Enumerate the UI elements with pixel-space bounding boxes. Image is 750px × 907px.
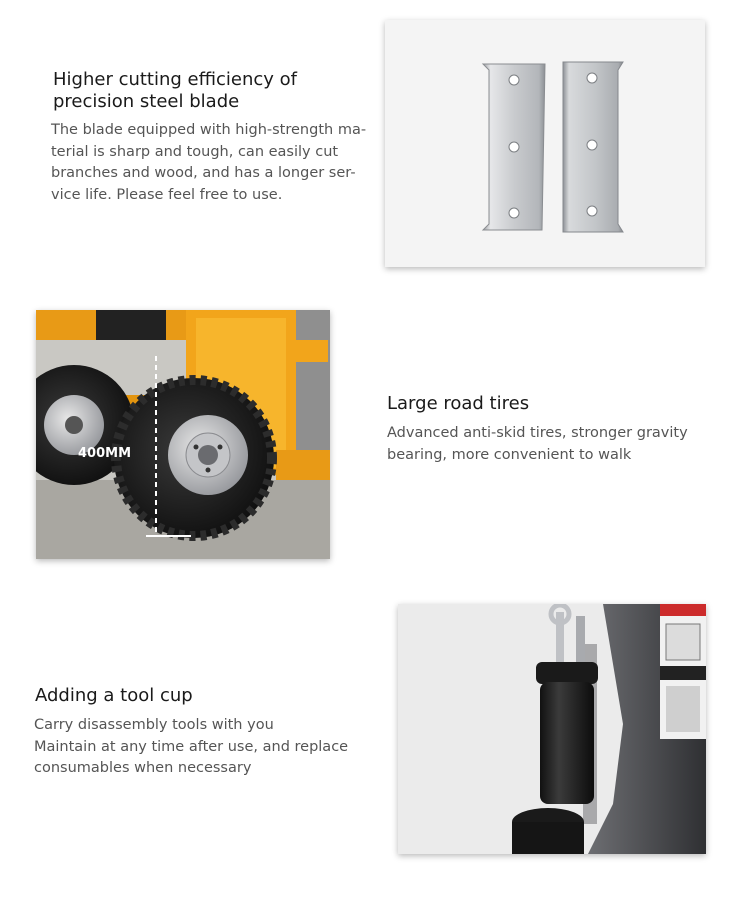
blade-feature-title xyxy=(53,69,297,113)
toolcup-photo xyxy=(398,604,706,854)
tool-cup-image xyxy=(398,604,706,854)
toolcup-feature-description: Carry disassembly tools with you Maintain at any time after use, and replace consumables when necessary xyxy=(34,717,349,776)
tires-photo xyxy=(36,310,330,559)
tires-feature-title: Large road tires xyxy=(387,393,530,414)
tire-size-label: 400MM xyxy=(78,446,132,461)
blade-photo xyxy=(385,20,705,267)
steel-blades-image xyxy=(385,20,705,267)
blade-title-line2: precision steel blade xyxy=(53,91,240,112)
toolcup-feature-title: Adding a tool cup xyxy=(35,685,193,706)
blade-feature-description: The blade equipped with high-strength ma- terial is sharp and tough, can easily cut branches and wood, and has a longer ser- vice life. Please feel free to use. xyxy=(51,122,367,203)
road-tire-image xyxy=(36,310,330,559)
blade-title-line1: Higher cutting efficiency of xyxy=(53,69,298,90)
tires-feature-description: Advanced anti-skid tires, stronger gravity bearing, more convenient to walk xyxy=(387,425,688,463)
